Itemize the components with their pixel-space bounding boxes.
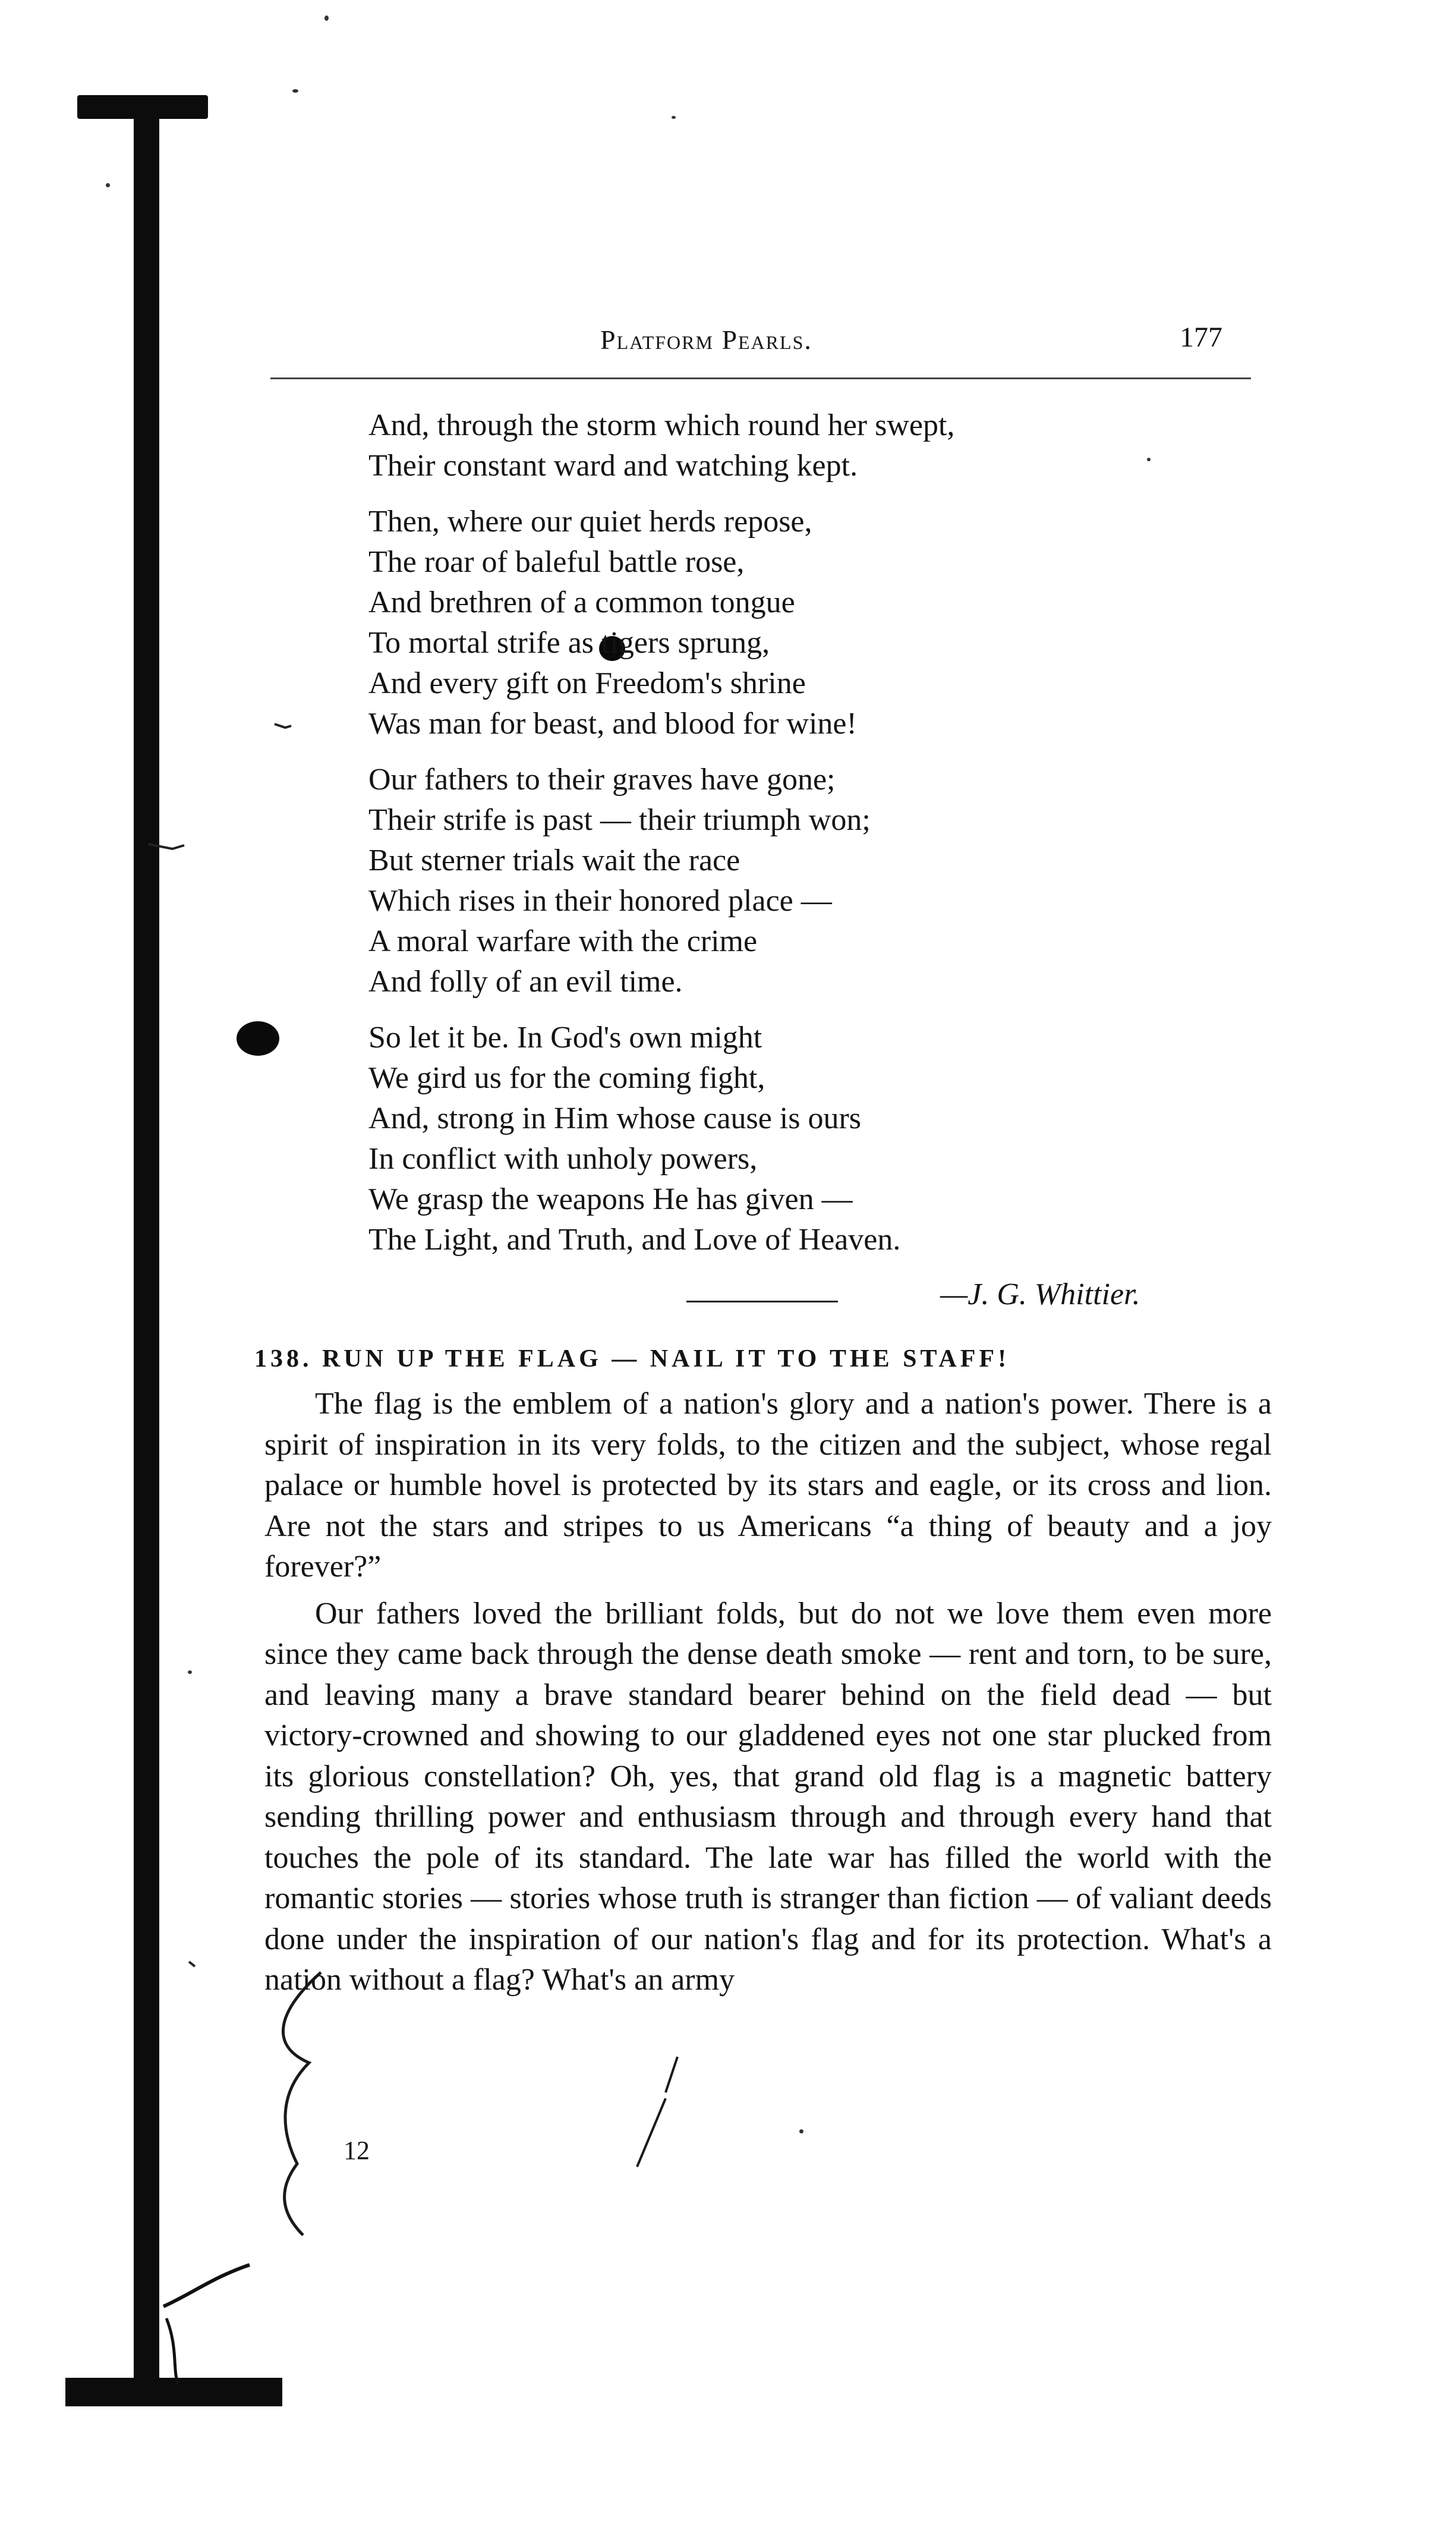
- poem-stanza-2: [368, 502, 1260, 744]
- poem-line: Their strife is past — their triumph won;: [368, 803, 871, 837]
- poem-line: But sterner trials wait the race: [368, 844, 740, 877]
- poem-line: Their constant ward and watching kept.: [368, 449, 858, 483]
- poem-line: Was man for beast, and blood for wine!: [368, 707, 857, 741]
- attribution-rule: [686, 1301, 838, 1302]
- poem-stanza-1: [368, 405, 1260, 486]
- header-rule: [270, 377, 1251, 379]
- section-heading: 138. RUN UP THE FLAG — NAIL IT TO THE STAFF!: [254, 1345, 1010, 1373]
- poem-line: The Light, and Truth, and Love of Heaven.: [368, 1223, 901, 1257]
- poem-line: And, strong in Him whose cause is ours: [368, 1102, 862, 1135]
- poem-line: We grasp the weapons He has given —: [368, 1182, 853, 1216]
- poem-line: In conflict with unholy powers,: [368, 1142, 758, 1176]
- poem-line: So let it be. In God's own might: [368, 1021, 762, 1055]
- poem-line: A moral warfare with the crime: [368, 924, 758, 958]
- poem-line: We gird us for the coming fight,: [368, 1061, 765, 1095]
- poem-line: And brethren of a common tongue: [368, 586, 795, 619]
- page-number: 177: [1180, 322, 1222, 353]
- signature-mark: 12: [343, 2136, 370, 2165]
- poem-line: And folly of an evil time.: [368, 965, 683, 999]
- poem-attribution: —J. G. Whittier.: [940, 1277, 1140, 1311]
- poem-line: To mortal strife as tigers sprung,: [368, 626, 770, 660]
- section-body: [264, 1384, 1272, 2007]
- poem: [368, 405, 1260, 1276]
- poem-line: Then, where our quiet herds repose,: [368, 505, 812, 539]
- paragraph: Our fathers loved the brilliant folds, but do not we love them even more since they came back through the dense death smoke — rent and torn, to be sure, and leaving many a brave standard bearer behind on the field dead — but victory-crowned and showing to our gladdened eyes not one star plucked from its glorious constellation? Oh, yes, that grand old flag is a magnetic battery sending thrilling power and enthusiasm through and through every hand that touches the pole of its standard. The late war has filled the world with the romantic stories — stories whose truth is stranger than fiction — of valiant deeds done under the inspiration of our nation's flag and for its protection. What's a nation without a flag? What's an army: [264, 1596, 1272, 1997]
- poem-line: Which rises in their honored place —: [368, 884, 832, 918]
- poem-line: Our fathers to their graves have gone;: [368, 763, 836, 797]
- poem-stanza-3: [368, 760, 1260, 1002]
- poem-line: The roar of baleful battle rose,: [368, 545, 745, 579]
- poem-stanza-4: [368, 1018, 1260, 1260]
- paragraph: The flag is the emblem of a nation's glory and a nation's power. There is a spirit of inspiration in its very folds, to the citizen and the subject, whose regal palace or humble hovel is protected by its stars and eagle, or its cross and lion. Are not the stars and stripes to us Americans “a thing of beauty and a joy forever?”: [264, 1387, 1272, 1584]
- poem-line: And, through the storm which round her swept,: [368, 408, 955, 442]
- running-head: Platform Pearls.: [600, 325, 812, 355]
- poem-line: And every gift on Freedom's shrine: [368, 666, 806, 700]
